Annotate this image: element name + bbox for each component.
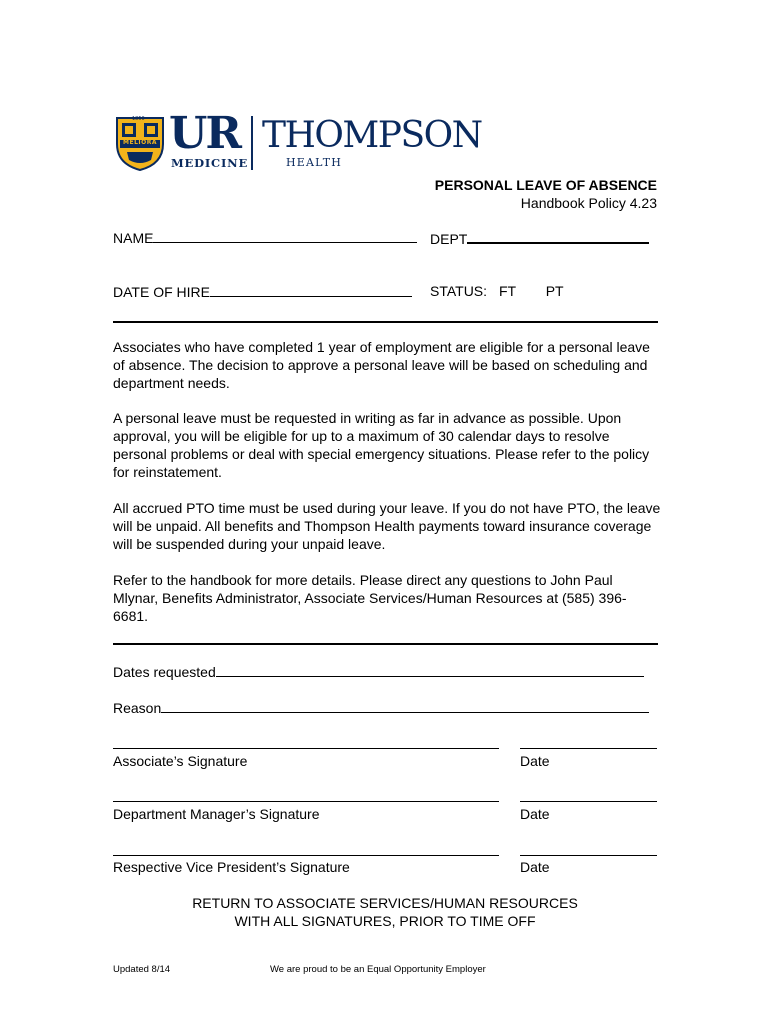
logo-thompson: THOMPSON <box>262 115 482 156</box>
manager-signature-line[interactable] <box>113 801 499 802</box>
logo-divider <box>251 116 253 170</box>
form-title: PERSONAL LEAVE OF ABSENCE <box>434 177 657 193</box>
status-label: STATUS: <box>430 283 488 299</box>
associate-signature-label: Associate’s Signature <box>113 753 248 769</box>
dates-requested-label: Dates requested <box>113 664 216 680</box>
return-instructions-line2: WITH ALL SIGNATURES, PRIOR TO TIME OFF <box>234 913 536 929</box>
vp-date-line[interactable] <box>520 855 657 856</box>
dept-label: DEPT <box>430 231 468 247</box>
logo-health: HEALTH <box>286 156 343 169</box>
reason-blank[interactable] <box>161 698 649 713</box>
seal-year: 1850 <box>132 116 145 122</box>
dates-requested-field <box>113 662 644 681</box>
vp-signature-label: Respective Vice President’s Signature <box>113 859 350 875</box>
logo-ur: UR <box>169 108 240 159</box>
eeo-statement: We are proud to be an Equal Opportunity Employer <box>270 964 486 975</box>
status-pt-option[interactable]: PT <box>545 283 564 299</box>
dept-blank[interactable] <box>467 228 649 244</box>
seal-motto: MELIORA <box>123 139 157 146</box>
logo-medicine: MEDICINE <box>171 156 249 170</box>
paragraph-eligibility: Associates who have completed 1 year of employment are eligible for a personal leave of absence. The decision to approve a personal leave will be based on scheduling and department needs. <box>113 339 650 391</box>
manager-signature-label: Department Manager’s Signature <box>113 806 320 822</box>
manager-date-label: Date <box>520 806 550 822</box>
updated-date: Updated 8/14 <box>113 964 171 975</box>
hire-date-blank[interactable] <box>210 282 412 297</box>
name-label: NAME <box>113 230 154 246</box>
name-blank[interactable] <box>153 228 417 243</box>
status-ft-option[interactable]: FT <box>498 283 516 299</box>
name-field <box>113 228 417 247</box>
paragraph-pto: All accrued PTO time must be used during your leave. If you do not have PTO, the leave will be unpaid. All benefits and Thompson Health payments toward insurance coverage will be suspended during your unpaid leave. <box>113 500 661 552</box>
vp-signature-line[interactable] <box>113 855 499 856</box>
manager-date-line[interactable] <box>520 801 657 802</box>
dept-field <box>430 228 649 248</box>
vp-date-label: Date <box>520 859 550 875</box>
associate-date-label: Date <box>520 753 550 769</box>
divider-bottom <box>113 643 658 645</box>
policy-reference: Handbook Policy 4.23 <box>520 195 657 211</box>
hire-date-field <box>113 282 412 301</box>
logo <box>113 108 493 174</box>
dates-requested-blank[interactable] <box>216 662 644 677</box>
associate-signature-line[interactable] <box>113 748 499 749</box>
hire-date-label: DATE OF HIRE <box>113 284 210 300</box>
return-instructions-line1: RETURN TO ASSOCIATE SERVICES/HUMAN RESOURCES <box>192 895 578 911</box>
associate-date-line[interactable] <box>520 748 657 749</box>
status-field <box>430 282 564 300</box>
reason-label: Reason <box>113 700 162 716</box>
paragraph-contact: Refer to the handbook for more details. Please direct any questions to John Paul Mlynar, Benefits Administrator, Associate Services/Human Resources at (585) 396-6681. <box>113 572 627 624</box>
paragraph-request: A personal leave must be requested in writing as far in advance as possible. Upon approval, you will be eligible for up to a maximum of 30 calendar days to resolve personal problems or deal with special emergency situations. Please refer to the policy for reinstatement. <box>113 410 650 480</box>
reason-field <box>113 698 649 717</box>
divider-top <box>113 321 658 323</box>
